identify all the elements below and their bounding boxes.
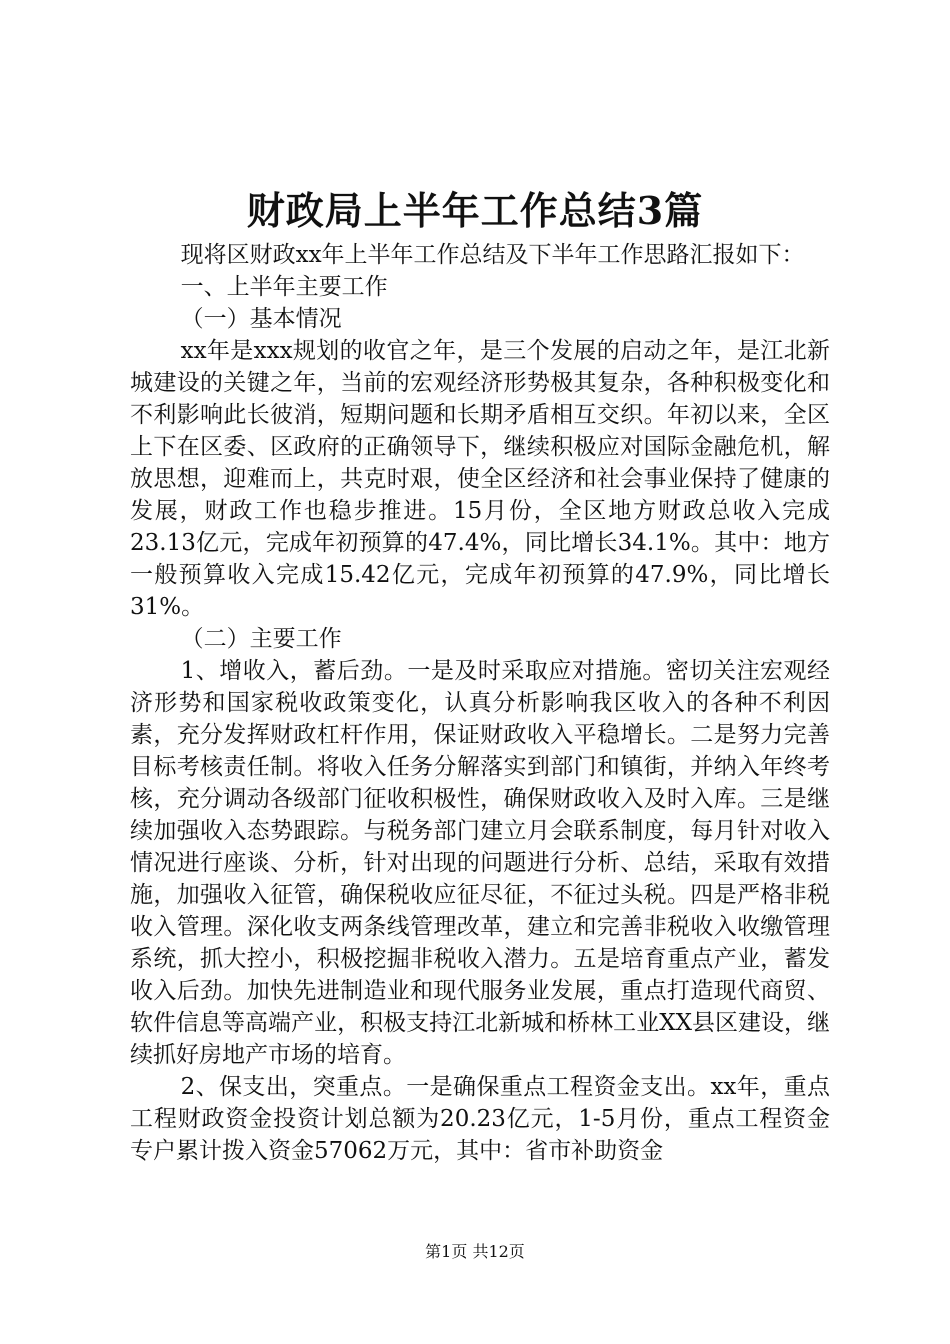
document-title: 财政局上半年工作总结3篇	[246, 188, 704, 233]
page-footer: 第1页 共12页	[425, 1242, 525, 1261]
document-body	[130, 239, 830, 1167]
intro-paragraph: 现将区财政xx年上半年工作总结及下半年工作思路汇报如下：	[180, 242, 805, 268]
subsection-heading-basic: （一）基本情况	[180, 306, 342, 332]
revenue-paragraph: 1、增收入，蓄后劲。一是及时采取应对措施。密切关注宏观经济形势和国家税收政策变化，认真分析影响我区收入的各种不利因素，充分发挥财政杠杆作用，保证财政收入平稳增长。二是努力完善目标考核责任制。将收入任务分解落实到部门和镇街，并纳入年终考核，充分调动各级部门征收积极性，确保财政收入及时入库。三是继续加强收入态势跟踪。与税务部门建立月会联系制度，每月针对收入情况进行座谈、分析，针对出现的问题进行分析、总结，采取有效措施，加强收入征管，确保税收应征尽征，不征过头税。四是严格非税收入管理。深化收支两条线管理改革，建立和完善非税收入收缴管理系统，抓大控小，积极挖掘非税收入潜力。五是培育重点产业，蓄发收入后劲。加快先进制造业和现代服务业发展，重点打造现代商贸、软件信息等高端产业，积极支持江北新城和桥林工业XX县区建设，继续抓好房地产市场的培育。	[130, 658, 830, 1068]
expenditure-paragraph: 2、保支出，突重点。一是确保重点工程资金支出。xx年，重点工程财政资金投资计划总额为20.23亿元，1-5月份，重点工程资金专户累计拨入资金57062万元，其中：省市补助资金	[130, 1074, 830, 1164]
subsection-heading-main-work: （二）主要工作	[180, 626, 342, 652]
basic-situation-paragraph: xx年是xxx规划的收官之年，是三个发展的启动之年，是江北新城建设的关键之年，当前的宏观经济形势极其复杂，各种积极变化和不利影响此长彼消，短期问题和长期矛盾相互交织。年初以来，全区上下在区委、区政府的正确领导下，继续积极应对国际金融危机，解放思想，迎难而上，共克时艰，使全区经济和社会事业保持了健康的发展，财政工作也稳步推进。15月份，全区地方财政总收入完成23.13亿元，完成年初预算的47.4%，同比增长34.1%。其中：地方一般预算收入完成15.42亿元，完成年初预算的47.9%，同比增长31%。	[130, 338, 830, 620]
section-heading-1: 一、上半年主要工作	[180, 274, 388, 300]
